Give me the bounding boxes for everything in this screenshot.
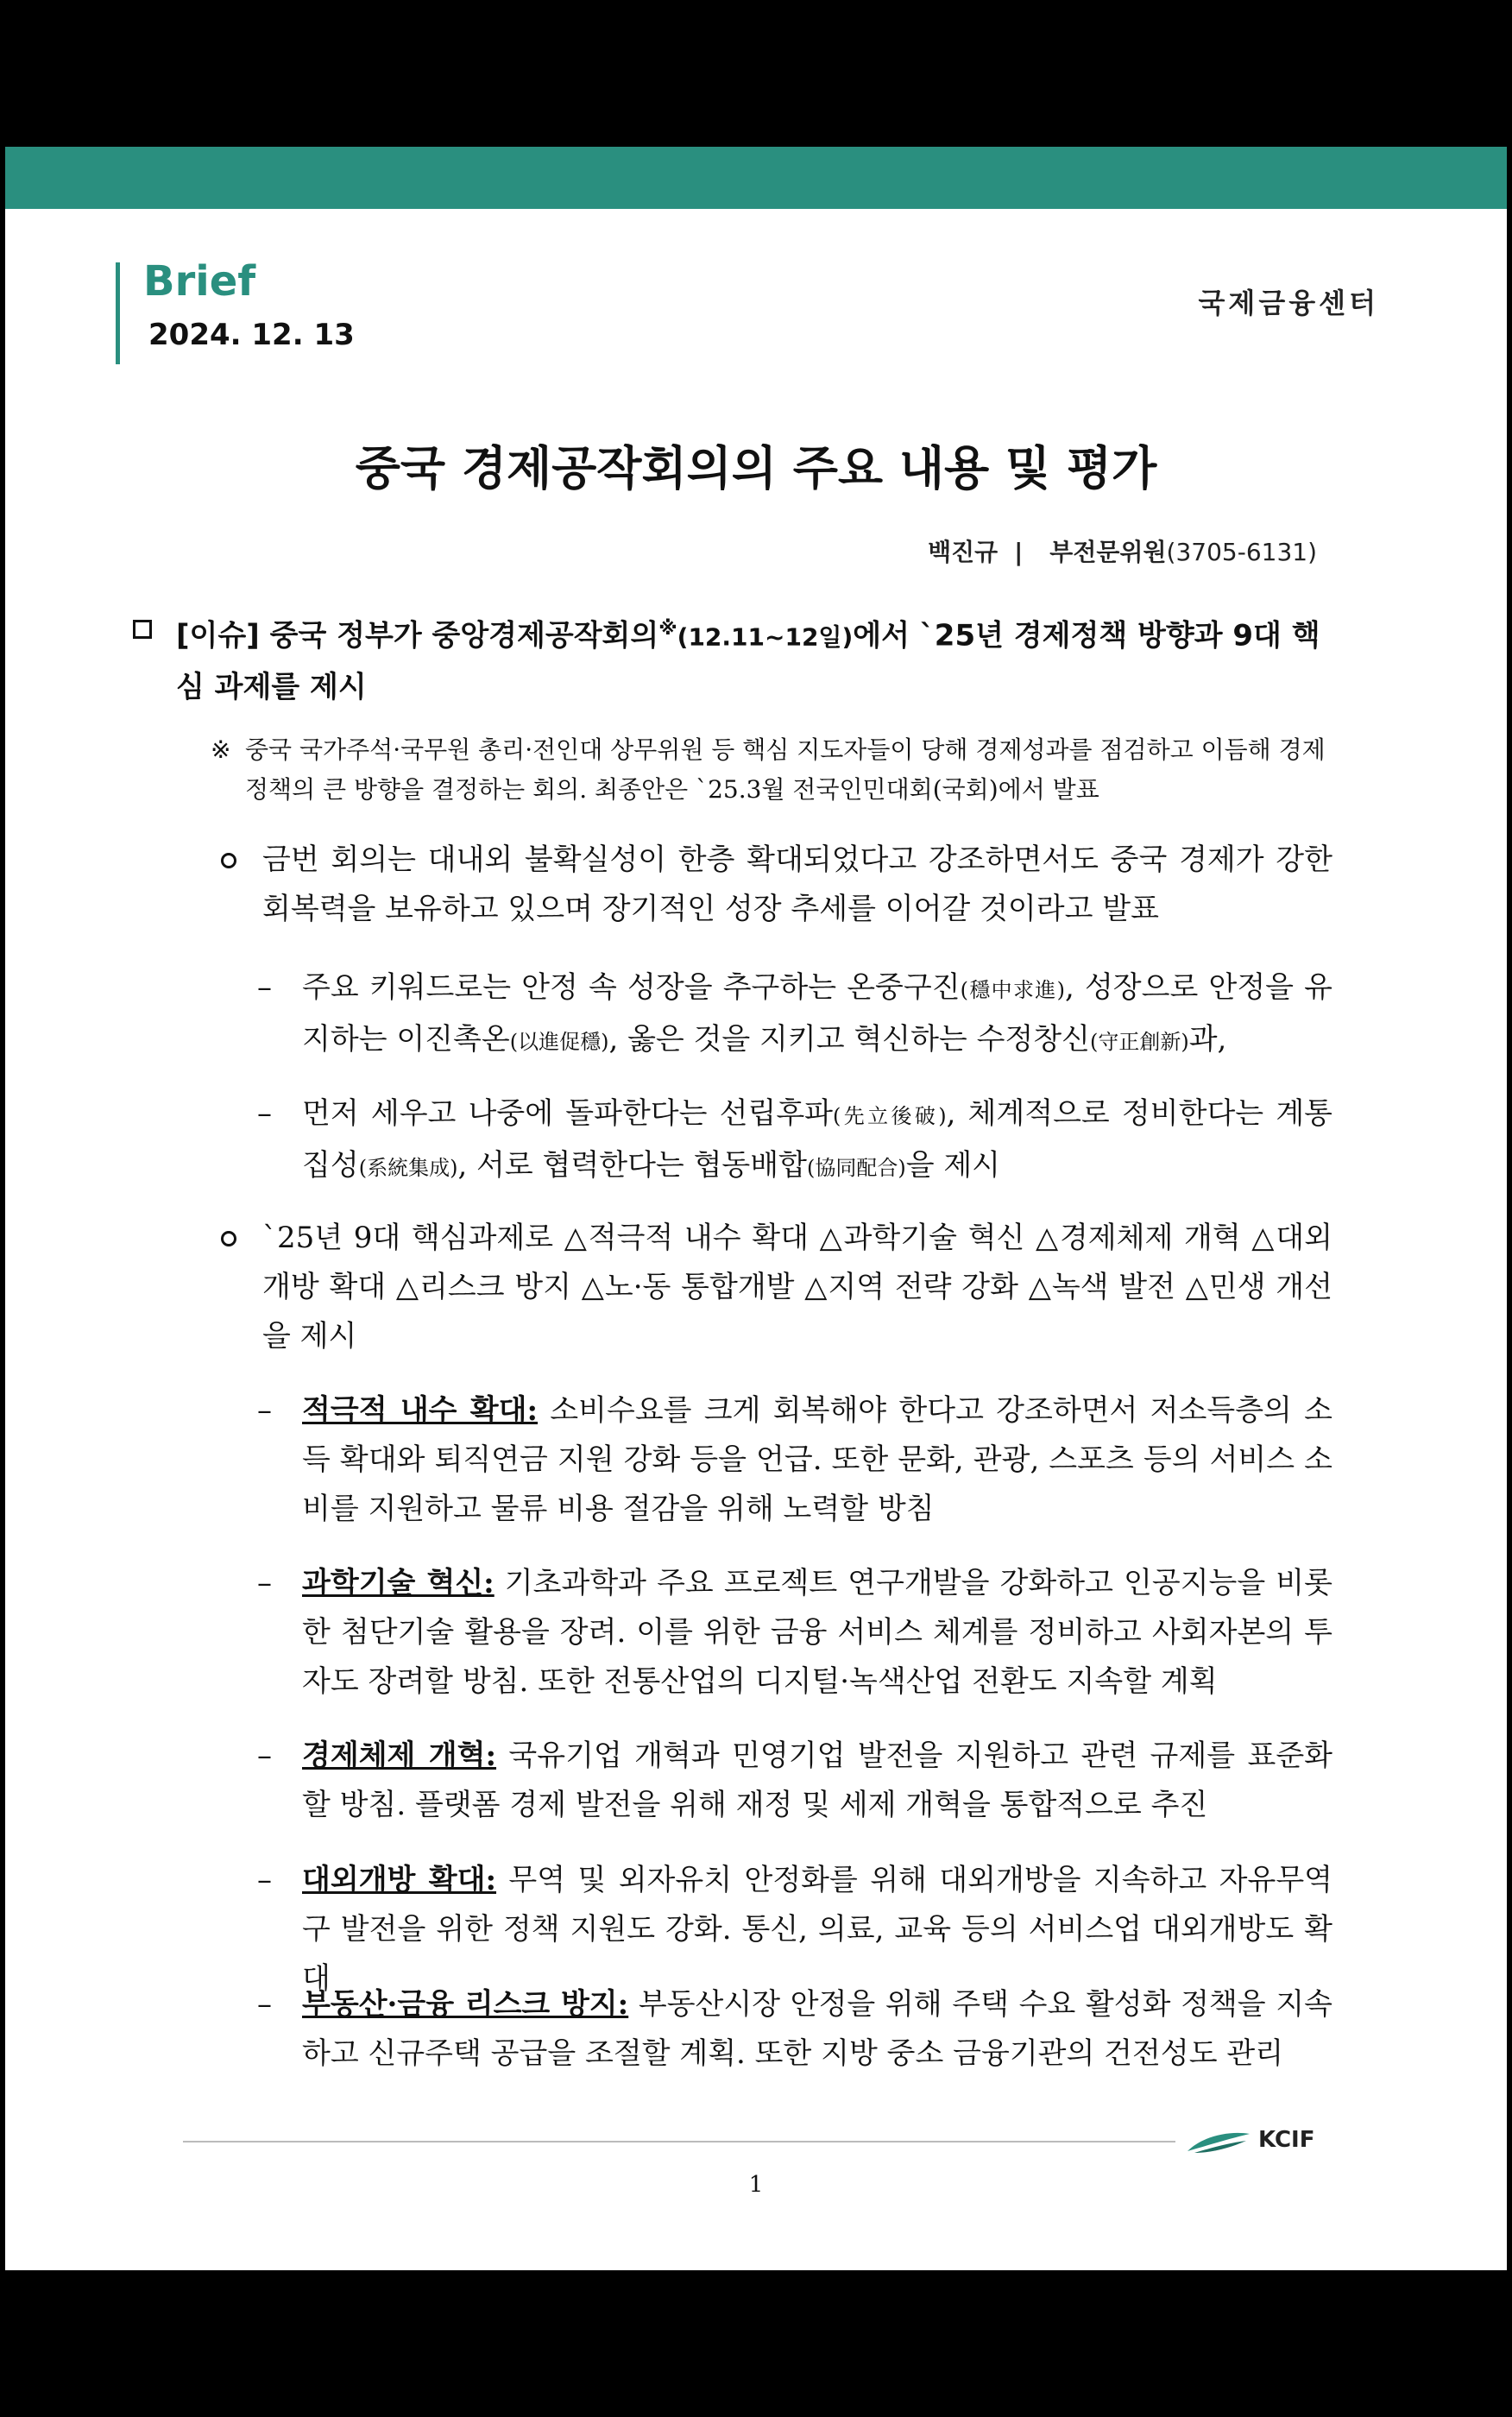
issue-headline — [176, 604, 1332, 712]
dash-bullet: – — [257, 1987, 272, 2022]
publication-date: 2024. 12. 13 — [148, 318, 355, 352]
task-science-tech — [257, 1559, 1332, 1707]
hanja-term: (守正創新) — [1089, 1030, 1189, 1054]
note-reference-mark: ※ — [658, 618, 677, 640]
section-1-item-1 — [257, 963, 1332, 1067]
page-number: 1 — [748, 2172, 764, 2198]
note-mark: ※ — [211, 735, 231, 764]
issue-text-a: [이슈] 중국 정부가 중앙경제공작회의 — [176, 618, 659, 653]
author-phone: (3705-6131) — [1166, 538, 1317, 566]
circle-bullet-icon — [221, 1231, 236, 1246]
task-label: 대외개방 확대: — [302, 1863, 497, 1897]
kcif-logo-icon — [1186, 2129, 1251, 2156]
task-label: 적극적 내수 확대: — [302, 1393, 539, 1428]
hanja-term: (先立後破) — [833, 1104, 947, 1128]
task-economic-reform — [257, 1732, 1333, 1830]
task-label: 부동산·금융 리스크 방지: — [302, 1987, 629, 2022]
section-2-text: `25년 9대 핵심과제로 △적극적 내수 확대 △과학기술 혁신 △경제체제 개혁 △대외개방 확대 △리스크 방지 △노·동 통합개발 △지역 전략 강화 △녹색 발전 △민생 개선을 제시 — [262, 1221, 1332, 1354]
footnote — [211, 730, 1334, 810]
task-text: 국유기업 개혁과 민영기업 발전을 지원하고 관련 규제를 표준화할 방침. 플랫폼 경제 발전을 위해 재정 및 세제 개혁을 통합적으로 추진 — [302, 1739, 1333, 1822]
item-text: 주요 키워드로는 안정 속 성장을 추구하는 온중구진 — [302, 970, 961, 1005]
dash-bullet: – — [257, 1096, 272, 1131]
item-text: , 옳은 것을 지키고 혁신하는 수정창신 — [608, 1022, 1090, 1057]
section-2-paragraph — [262, 1214, 1332, 1361]
task-text: 무역 및 외자유치 안정화를 위해 대외개방을 지속하고 자유무역구 발전을 위한 정책 지원도 강화. 통신, 의료, 교육 등의 서비스업 대외개방도 확대 — [302, 1863, 1333, 1996]
dash-bullet: – — [257, 1739, 272, 1773]
note-text: 중국 국가주석·국무원 총리·전인대 상무위원 등 핵심 지도자들이 당해 경제성과를 점검하고 이듬해 경제정책의 큰 방향을 결정하는 회의. 최종안은 `25.3월 전국인민대회(국회)에서 발표 — [245, 735, 1326, 804]
document-page — [5, 147, 1507, 2270]
circle-bullet-icon — [221, 853, 236, 868]
task-text: 기초과학과 주요 프로젝트 연구개발을 강화하고 인공지능을 비롯한 첨단기술 활용을 장려. 이를 위한 금융 서비스 체계를 정비하고 사회자본의 투자도 장려할 방침. 또한 전통산업의 디지털·녹색산업 전환도 지속할 계획 — [302, 1566, 1332, 1699]
issue-date-range: (12.11~12일) — [677, 622, 854, 652]
header-accent-bar — [5, 147, 1507, 209]
hanja-term: (協同配合) — [806, 1156, 906, 1180]
task-text: 소비수요를 크게 회복해야 한다고 강조하면서 저소득층의 소득 확대와 퇴직연금 지원 강화 등을 언급. 또한 문화, 관광, 스포츠 등의 서비스 소비를 지원하고 물류 비용 절감을 위해 노력할 방침 — [302, 1393, 1332, 1526]
item-text: 먼저 세우고 나중에 돌파한다는 선립후파 — [302, 1096, 834, 1131]
section-1-text: 금번 회의는 대내외 불확실성이 한층 확대되었다고 강조하면서도 중국 경제가 강한 회복력을 보유하고 있으며 장기적인 성장 추세를 이어갈 것이라고 발표 — [262, 842, 1332, 926]
organization-name: 국제금융센터 — [1198, 287, 1379, 319]
document-title: 중국 경제공작회의의 주요 내용 및 평가 — [355, 441, 1157, 495]
brief-label: Brief — [143, 257, 256, 306]
dash-bullet: – — [257, 1863, 272, 1897]
footer-divider — [183, 2141, 1175, 2142]
task-label: 과학기술 혁신: — [302, 1566, 495, 1600]
dash-bullet: – — [257, 1393, 272, 1428]
item-text: , 서로 협력한다는 협동배합 — [457, 1148, 807, 1183]
author-separator: | — [1014, 538, 1024, 566]
item-text: 을 제시 — [905, 1148, 1001, 1183]
item-text: , 성장으로 안정을 유지하는 이진촉온 — [302, 970, 1332, 1057]
task-text: 부동산시장 안정을 위해 주택 수요 활성화 정책을 지속하고 신규주택 공급을 조절할 계획. 또한 지방 중소 금융기관의 건전성도 관리 — [302, 1987, 1332, 2071]
issue-text-b: 에서 `25년 경제정책 방향과 9대 핵심 과제를 제시 — [176, 618, 1320, 705]
section-1-paragraph — [262, 836, 1332, 934]
task-label: 경제체제 개혁: — [302, 1739, 497, 1773]
author-line — [928, 533, 1317, 568]
item-text: , 체계적으로 정비한다는 계통 집성 — [302, 1096, 1333, 1183]
dash-bullet: – — [257, 970, 272, 1005]
item-text: 과, — [1188, 1022, 1227, 1057]
brief-accent-line — [116, 262, 120, 364]
author-role: 부전문위원 — [1049, 538, 1167, 566]
author-name: 백진규 — [928, 538, 999, 566]
dash-bullet: – — [257, 1566, 272, 1600]
task-domestic-demand — [257, 1386, 1332, 1534]
kcif-logo-text: KCIF — [1258, 2127, 1315, 2153]
hanja-term: (穩中求進) — [960, 978, 1065, 1002]
square-bullet-icon — [133, 620, 152, 639]
hanja-term: (以進促穩) — [509, 1030, 609, 1054]
section-1-item-2 — [257, 1089, 1333, 1193]
hanja-term: (系統集成) — [358, 1156, 458, 1180]
task-risk-prevention — [257, 1980, 1332, 2079]
